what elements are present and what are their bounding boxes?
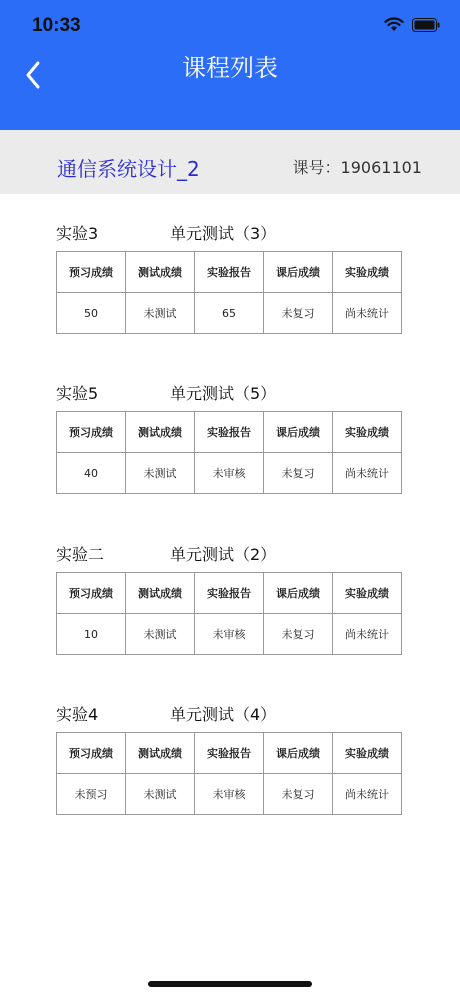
lab-title: 实验二 [56, 545, 105, 564]
lab-title: 实验4 [56, 705, 99, 724]
table-cell: 尚未统计 [333, 614, 402, 655]
table-cell: 未测试 [126, 614, 195, 655]
nav-header [0, 0, 460, 130]
lab-title: 实验5 [56, 384, 99, 403]
table-row [57, 614, 402, 655]
column-header: 测试成绩 [126, 733, 195, 774]
column-header: 实验报告 [195, 412, 264, 453]
table-cell: 10 [57, 614, 126, 655]
table-row [57, 453, 402, 494]
column-header: 实验报告 [195, 573, 264, 614]
score-table [56, 251, 402, 334]
table-cell: 未预习 [57, 774, 126, 815]
test-title: 单元测试（3） [170, 224, 277, 243]
table-cell: 未测试 [126, 774, 195, 815]
table-cell: 未审核 [195, 453, 264, 494]
course-number: 课号：19061101 [292, 158, 422, 177]
column-header: 课后成绩 [264, 733, 333, 774]
lab-section [56, 702, 402, 815]
table-cell: 50 [57, 293, 126, 334]
column-header: 实验报告 [195, 733, 264, 774]
course-name: 通信系统设计_2 [57, 157, 200, 181]
table-header-row [57, 573, 402, 614]
lab-title: 实验3 [56, 224, 99, 243]
table-cell: 未复习 [264, 293, 333, 334]
table-cell: 尚未统计 [333, 774, 402, 815]
lab-section [56, 381, 402, 494]
table-header-row [57, 412, 402, 453]
table-header-row [57, 733, 402, 774]
column-header: 实验成绩 [333, 252, 402, 293]
score-table [56, 572, 402, 655]
table-cell: 尚未统计 [333, 293, 402, 334]
score-table [56, 732, 402, 815]
table-cell: 未复习 [264, 774, 333, 815]
table-cell: 尚未统计 [333, 453, 402, 494]
table-cell: 未测试 [126, 293, 195, 334]
table-cell: 65 [195, 293, 264, 334]
table-cell: 未审核 [195, 774, 264, 815]
column-header: 实验成绩 [333, 412, 402, 453]
table-cell: 40 [57, 453, 126, 494]
wifi-icon [384, 17, 404, 32]
column-header: 实验成绩 [333, 733, 402, 774]
column-header: 预习成绩 [57, 252, 126, 293]
column-header: 测试成绩 [126, 252, 195, 293]
lab-section [56, 542, 402, 655]
table-row [57, 774, 402, 815]
status-time: 10:33 [32, 15, 81, 36]
table-cell: 未测试 [126, 453, 195, 494]
battery-icon [412, 18, 440, 32]
table-cell: 未复习 [264, 614, 333, 655]
score-table [56, 411, 402, 494]
column-header: 预习成绩 [57, 412, 126, 453]
home-indicator[interactable] [148, 981, 312, 987]
table-cell: 未复习 [264, 453, 333, 494]
column-header: 测试成绩 [126, 412, 195, 453]
table-cell: 未审核 [195, 614, 264, 655]
column-header: 预习成绩 [57, 733, 126, 774]
column-header: 预习成绩 [57, 573, 126, 614]
column-header: 课后成绩 [264, 573, 333, 614]
test-title: 单元测试（5） [170, 384, 277, 403]
test-title: 单元测试（4） [170, 705, 277, 724]
column-header: 实验成绩 [333, 573, 402, 614]
table-row [57, 293, 402, 334]
test-title: 单元测试（2） [170, 545, 277, 564]
column-header: 课后成绩 [264, 252, 333, 293]
table-header-row [57, 252, 402, 293]
lab-section [56, 221, 402, 334]
column-header: 课后成绩 [264, 412, 333, 453]
column-header: 实验报告 [195, 252, 264, 293]
status-icons [384, 17, 440, 32]
column-header: 测试成绩 [126, 573, 195, 614]
page-title: 课程列表 [182, 54, 278, 82]
